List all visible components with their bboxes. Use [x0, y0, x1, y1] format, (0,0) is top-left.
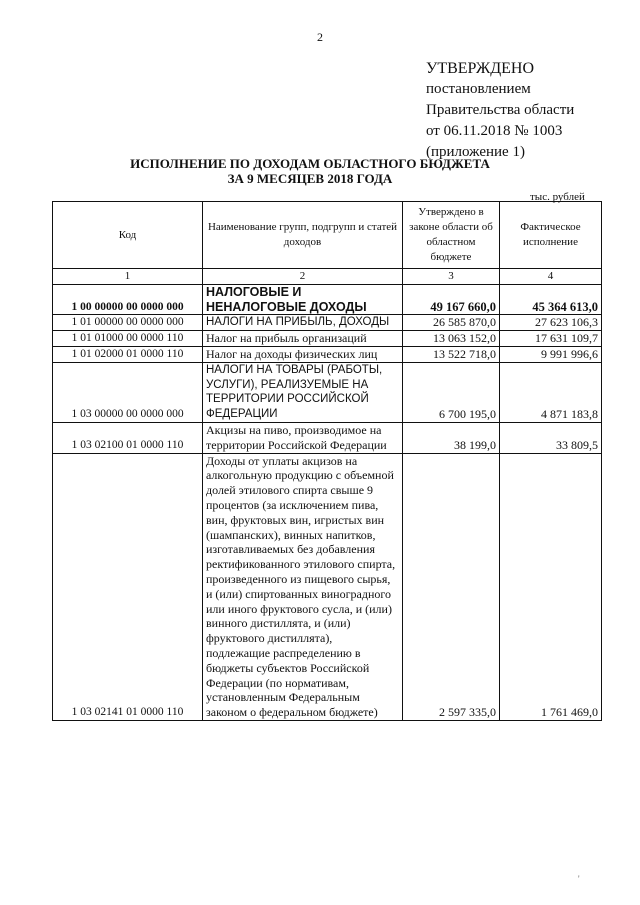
- column-number: 2: [203, 269, 403, 285]
- row-code: 1 01 02000 01 0000 110: [53, 346, 203, 362]
- row-code: 1 01 00000 00 0000 000: [53, 315, 203, 331]
- approval-line: постановлением: [426, 81, 531, 97]
- row-code: 1 00 00000 00 0000 000: [53, 284, 203, 315]
- header-approved: Утверждено в законе области об областном бюджете: [403, 202, 500, 269]
- column-number: 1: [53, 269, 203, 285]
- column-number-row: [53, 269, 602, 285]
- row-approved: 13 522 718,0: [403, 346, 500, 362]
- row-actual: 45 364 613,0: [500, 284, 602, 315]
- scan-mark: ': [578, 874, 580, 884]
- row-approved: 26 585 870,0: [403, 315, 500, 331]
- row-actual: 9 991 996,6: [500, 346, 602, 362]
- title-line: ЗА 9 МЕСЯЦЕВ 2018 ГОДА: [227, 171, 393, 186]
- row-approved: 13 063 152,0: [403, 331, 500, 347]
- table-row: [53, 453, 602, 720]
- approval-line: Правительства области: [426, 102, 575, 118]
- page-number: 2: [317, 30, 323, 44]
- header-actual: Фактическое исполнение: [500, 202, 602, 269]
- approval-line: (приложение 1): [426, 144, 525, 160]
- row-name: НАЛОГИ НА ПРИБЫЛЬ, ДОХОДЫ: [203, 315, 403, 331]
- row-name: Акцизы на пиво, производимое на территории Российской Федерации: [203, 422, 403, 453]
- row-actual: 17 631 109,7: [500, 331, 602, 347]
- row-code: 1 03 02141 01 0000 110: [53, 453, 203, 720]
- row-actual: 4 871 183,8: [500, 362, 602, 422]
- row-code: 1 03 00000 00 0000 000: [53, 362, 203, 422]
- row-approved: 49 167 660,0: [403, 284, 500, 315]
- row-code: 1 03 02100 01 0000 110: [53, 422, 203, 453]
- units-label: тыс. рублей: [530, 191, 585, 203]
- approval-heading: УТВЕРЖДЕНО: [426, 60, 535, 77]
- table-row: [53, 331, 602, 347]
- table-row: [53, 315, 602, 331]
- table-header-row: [53, 202, 602, 269]
- column-number: 4: [500, 269, 602, 285]
- table-row: [53, 284, 602, 315]
- column-number: 3: [403, 269, 500, 285]
- table-row: [53, 362, 602, 422]
- row-name: Налог на доходы физических лиц: [203, 346, 403, 362]
- row-actual: 33 809,5: [500, 422, 602, 453]
- row-name: НАЛОГОВЫЕ И НЕНАЛОГОВЫЕ ДОХОДЫ: [203, 284, 403, 315]
- row-actual: 27 623 106,3: [500, 315, 602, 331]
- row-code: 1 01 01000 00 0000 110: [53, 331, 203, 347]
- document-title: [60, 156, 560, 186]
- row-name: Доходы от уплаты акцизов на алкогольную продукцию с объемной долей этилового спирта свыше 9 процентов (за исключением пива, вин, фруктовых вин, игристых вин (шампанских), винных напитков, изготавливаемых без добавления ректификованного этилового спирта, произведенного из пищевого сырья, и (или) спиртованных виноградного или иного фруктового сусла, и (или) винного дистиллята, и (или) фруктового дистиллята), подлежащие распределению в бюджеты субъектов Российской Федерации (по нормативам, установленным Федеральным законом о федеральном бюджете): [203, 453, 403, 720]
- row-approved: 38 199,0: [403, 422, 500, 453]
- row-name: Налог на прибыль организаций: [203, 331, 403, 347]
- approval-stamp: [426, 58, 574, 163]
- row-approved: 6 700 195,0: [403, 362, 500, 422]
- header-code: Код: [53, 202, 203, 269]
- table-row: [53, 346, 602, 362]
- title-line: ИСПОЛНЕНИЕ ПО ДОХОДАМ ОБЛАСТНОГО БЮДЖЕТА: [130, 156, 490, 171]
- approval-line: от 06.11.2018 № 1003: [426, 123, 563, 139]
- row-actual: 1 761 469,0: [500, 453, 602, 720]
- table-row: [53, 422, 602, 453]
- row-approved: 2 597 335,0: [403, 453, 500, 720]
- header-name: Наименование групп, подгрупп и статей доходов: [203, 202, 403, 269]
- row-name: НАЛОГИ НА ТОВАРЫ (РАБОТЫ, УСЛУГИ), РЕАЛИЗУЕМЫЕ НА ТЕРРИТОРИИ РОССИЙСКОЙ ФЕДЕРАЦИИ: [203, 362, 403, 422]
- revenue-table: [52, 201, 602, 721]
